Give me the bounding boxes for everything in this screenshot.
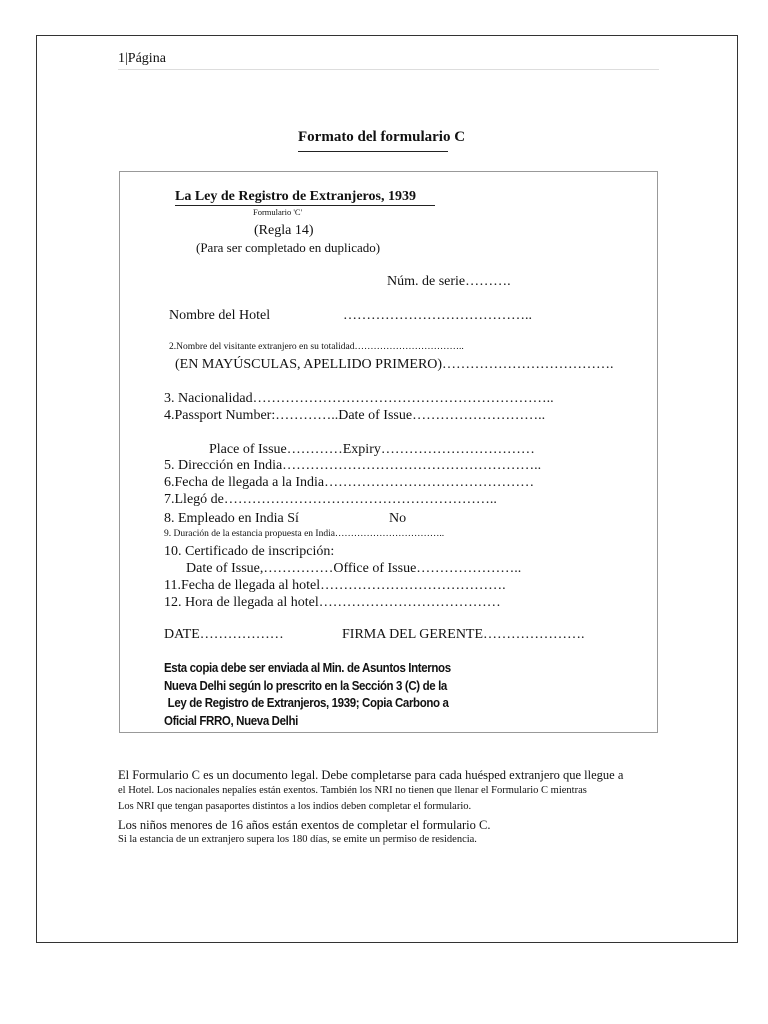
form-label: Formulario 'C': [253, 207, 303, 217]
date-office-field: Date of Issue,……………Office of Issue…………………..: [186, 561, 522, 576]
form-c-box: [119, 171, 658, 733]
document-page: [36, 35, 738, 943]
law-title-underline: [175, 205, 435, 206]
law-title: La Ley de Registro de Extranjeros, 1939: [175, 189, 416, 204]
visitor-name-field: 2.Nombre del visitante extranjero en su totalidad……………………………..: [169, 342, 464, 352]
stay-duration-field: 9. Duración de la estancia propuesta en India……………………………..: [164, 529, 445, 539]
title-underline: [298, 151, 448, 152]
hotel-name-label: Nombre del Hotel: [169, 308, 271, 323]
note-line: Ley de Registro de Extranjeros, 1939; Copia Carbono a: [167, 696, 449, 710]
note-line: Oficial FRRO, Nueva Delhi: [164, 713, 298, 728]
note-line: Esta copia debe ser enviada al Min. de Asuntos Internos: [164, 661, 451, 675]
hotel-arrival-time-field: 12. Hora de llegada al hotel…………………………………: [164, 595, 501, 610]
manager-signature-field: FIRMA DEL GERENTE………………….: [342, 627, 585, 642]
note-line: Nueva Delhi según lo prescrito en la Sección 3 (C) de la: [164, 678, 447, 693]
rule-label: (Regla 14): [254, 223, 314, 238]
hotel-arrival-date-field: 11.Fecha de llegada al hotel………………………………….: [164, 578, 506, 593]
passport-field: 4.Passport Number:…………..Date of Issue………………………..: [164, 408, 546, 423]
footer-line: Los niños menores de 16 años están exentos de completar el formulario C.: [118, 818, 491, 832]
duplicate-note: (Para ser completado en duplicado): [196, 240, 381, 255]
footer-line: Si la estancia de un extranjero supera los 180 días, se emite un permiso de residencia.: [118, 834, 477, 845]
date-field: DATE………………: [164, 627, 284, 642]
submission-note: [164, 660, 451, 730]
footer-line: El Formulario C es un documento legal. Debe completarse para cada huésped extranjero que llegue a: [118, 768, 624, 782]
registration-cert-label: 10. Certificado de inscripción:: [164, 544, 335, 559]
serial-number-field: Núm. de serie……….: [387, 274, 511, 289]
hotel-name-field: …………………………………..: [343, 308, 532, 323]
arrival-india-field: 6.Fecha de llegada a la India………………………………………: [164, 475, 535, 490]
footer-line: Los NRI que tengan pasaportes distintos a los indios deben completar el formulario.: [118, 801, 472, 812]
place-expiry-field: Place of Issue…………Expiry……………………………: [209, 442, 535, 457]
header-divider: [118, 69, 659, 70]
arrived-from-field: 7.Llegó de…………………………………………………..: [164, 492, 497, 507]
capitals-note-field: (EN MAYÚSCULAS, APELLIDO PRIMERO)……………………………….: [175, 357, 614, 372]
page-header: 1|Página: [118, 51, 166, 66]
document-title: Formato del formulario C: [298, 129, 466, 145]
employed-label: 8. Empleado en India Sí: [164, 511, 299, 526]
employed-no-option: No: [389, 511, 407, 526]
footer-line: el Hotel. Los nacionales nepalíes están exentos. También los NRI no tienen que llenar el Formulario C mientras: [118, 785, 587, 796]
address-field: 5. Dirección en India………………………………………………..: [164, 458, 542, 473]
nationality-field: 3. Nacionalidad………………………………………………………..: [164, 391, 554, 406]
